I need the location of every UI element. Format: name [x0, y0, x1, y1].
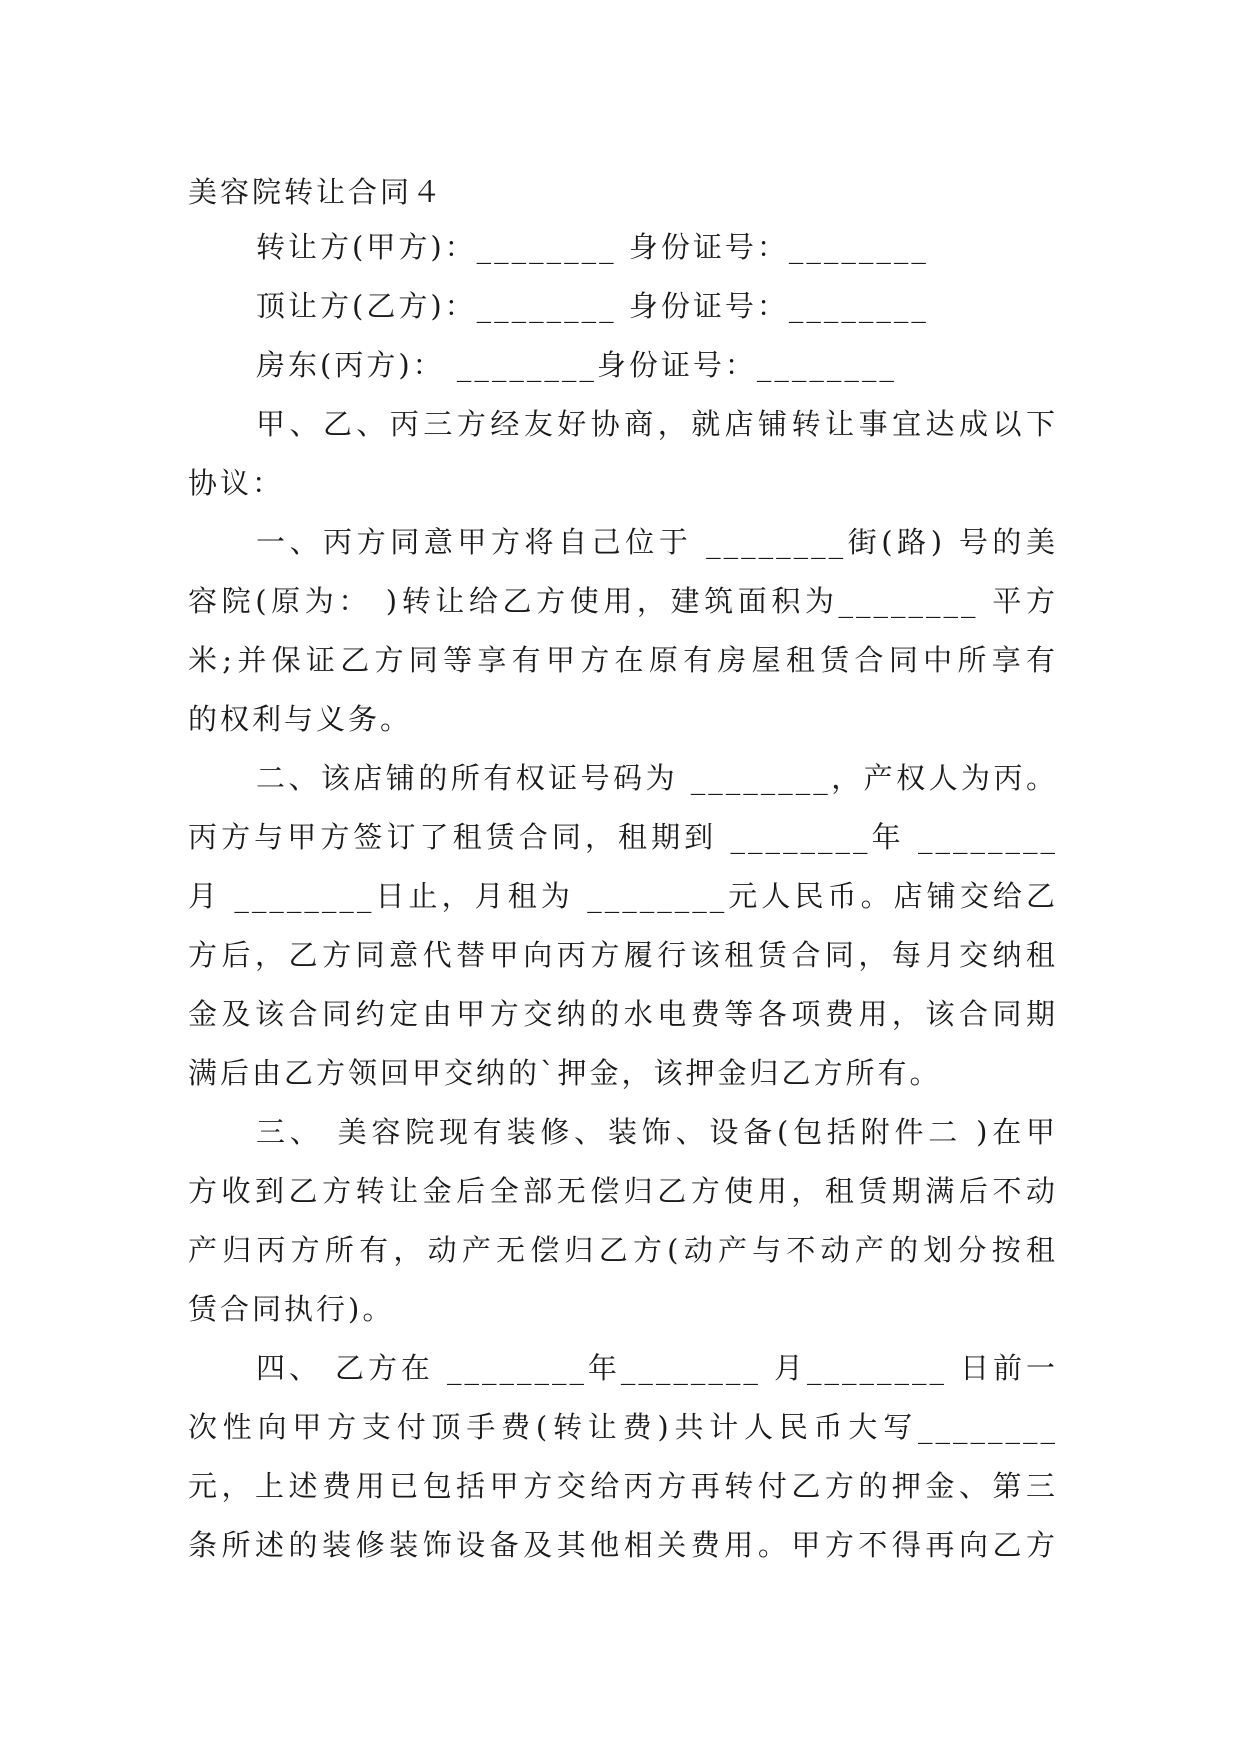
- clause-3-line-4: 赁合同执行)。: [188, 1292, 395, 1326]
- party-c-line: 房东(丙方)： ________身份证号：________: [256, 348, 897, 382]
- document-page: [188, 160, 1058, 1575]
- clause-4-line-2: 次性向甲方支付顶手费(转让费)共计人民币大写________: [188, 1410, 1058, 1444]
- clause-2-line-3: 月 ________日止，月租为 ________元人民币。店铺交给乙: [188, 879, 1058, 913]
- clause-2-line-5: 金及该合同约定由甲方交纳的水电费等各项费用，该合同期: [188, 997, 1058, 1031]
- document-title: 美容院转让合同４: [188, 175, 445, 209]
- clause-3-line-2: 方收到乙方转让金后全部无偿归乙方使用，租赁期满后不动: [188, 1174, 1058, 1208]
- clause-1-line-4: 的权利与义务。: [188, 702, 413, 736]
- clause-4-line-4: 条所述的装修装饰设备及其他相关费用。甲方不得再向乙方: [188, 1528, 1058, 1562]
- preamble-line-2: 协议：: [188, 466, 285, 500]
- clause-1-line-1: 一、丙方同意甲方将自己位于 ________街(路) 号的美: [256, 525, 1058, 559]
- clause-3-line-3: 产归丙方所有，动产无偿归乙方(动产与不动产的划分按租: [188, 1233, 1058, 1267]
- party-a-line: 转让方(甲方)：________ 身份证号：________: [256, 230, 929, 264]
- clause-2-line-6: 满后由乙方领回甲交纳的`押金，该押金归乙方所有。: [188, 1056, 942, 1090]
- preamble-line-1: 甲、乙、丙三方经友好协商，就店铺转让事宜达成以下: [256, 407, 1058, 441]
- clause-3-line-1: 三、 美容院现有装修、装饰、设备(包括附件二 )在甲: [256, 1115, 1058, 1149]
- clause-4-line-3: 元，上述费用已包括甲方交给丙方再转付乙方的押金、第三: [188, 1469, 1058, 1503]
- party-b-line: 顶让方(乙方)：________ 身份证号：________: [256, 289, 929, 323]
- clause-2-line-1: 二、该店铺的所有权证号码为 ________，产权人为丙。: [256, 761, 1058, 795]
- clause-4-line-1: 四、 乙方在 ________年________ 月________ 日前一: [256, 1351, 1058, 1385]
- clause-2-line-2: 丙方与甲方签订了租赁合同，租期到 ________年 ________: [188, 820, 1058, 854]
- clause-1-line-2: 容院(原为： )转让给乙方使用，建筑面积为________ 平方: [188, 584, 1058, 618]
- clause-1-line-3: 米;并保证乙方同等享有甲方在原有房屋租赁合同中所享有: [188, 643, 1058, 677]
- clause-2-line-4: 方后，乙方同意代替甲向丙方履行该租赁合同，每月交纳租: [188, 938, 1058, 972]
